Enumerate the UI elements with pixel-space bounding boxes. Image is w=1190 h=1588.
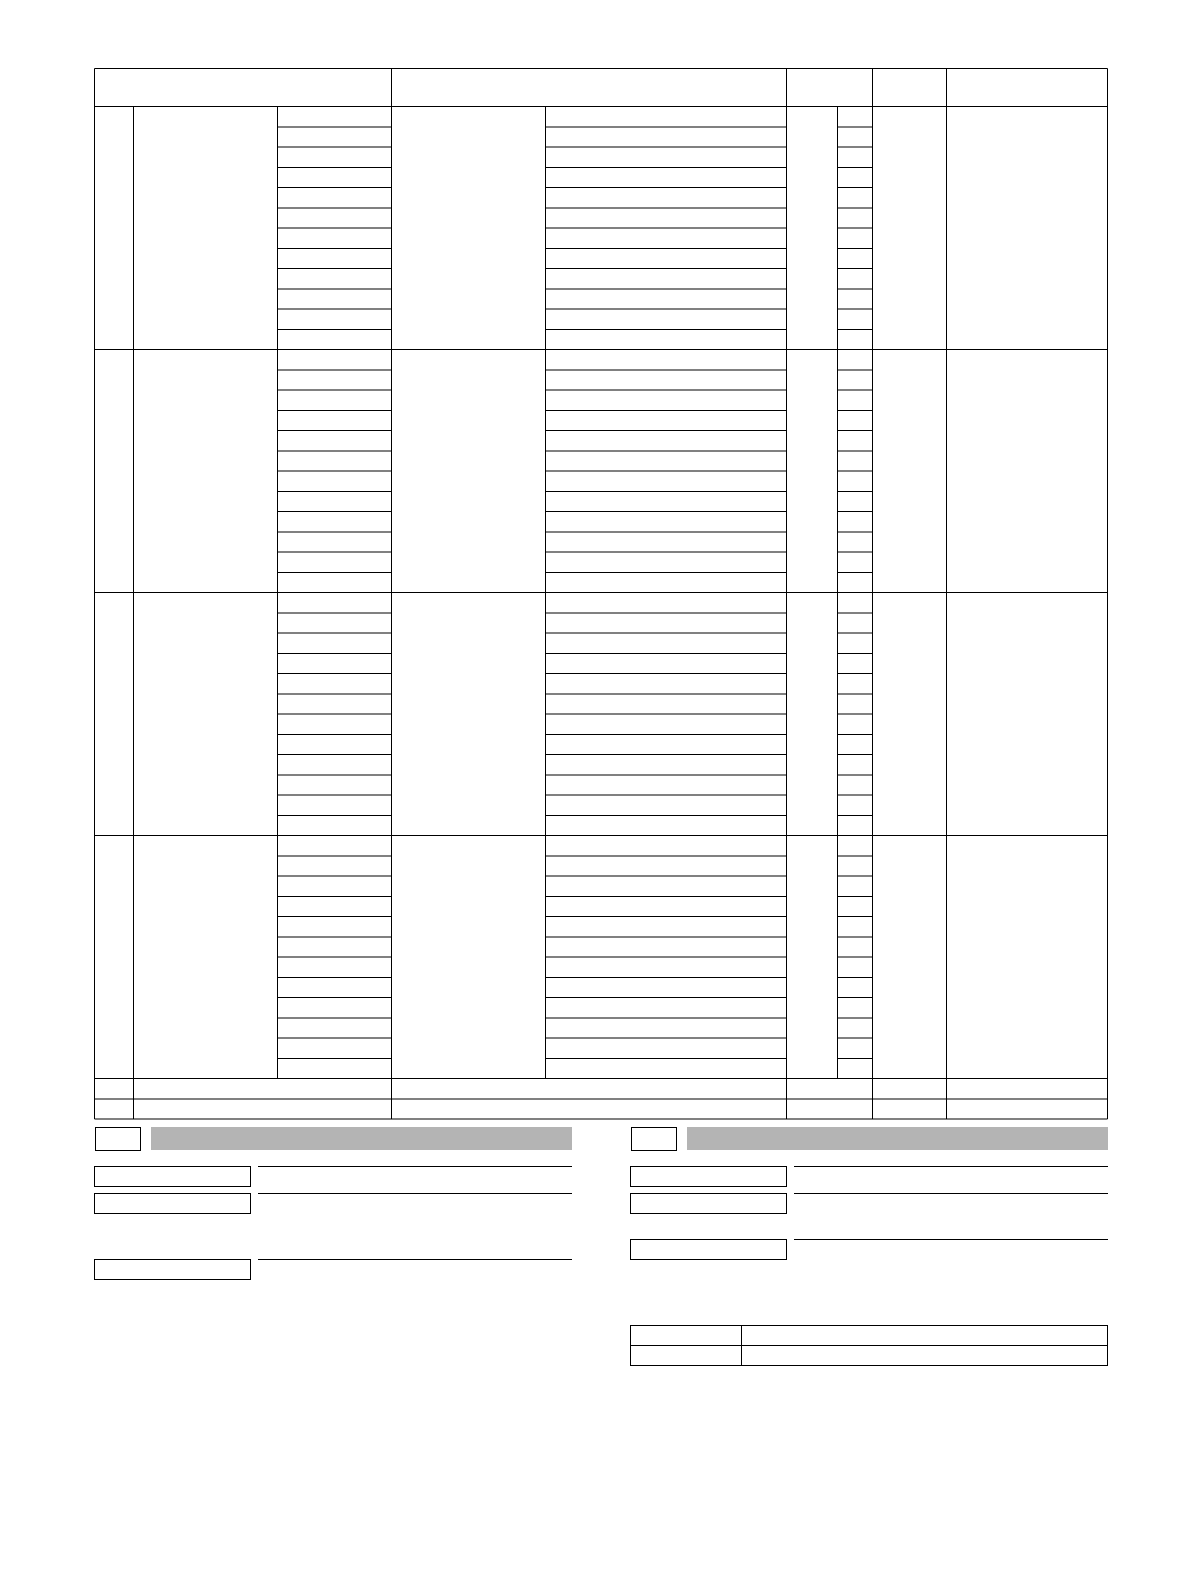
left-field-value-line-1 (258, 1166, 572, 1167)
right-field-label-2 (630, 1193, 787, 1214)
right-field-label-1 (630, 1166, 787, 1187)
right-field-value-line-3 (794, 1239, 1108, 1240)
left-section-title (151, 1131, 154, 1143)
right-field-value-line-1 (794, 1166, 1108, 1167)
right-field-value-line-2 (794, 1193, 1108, 1194)
right-field-label-3 (630, 1239, 787, 1260)
left-field-value-line-2 (258, 1193, 572, 1194)
left-field-value-line-3 (258, 1259, 572, 1260)
left-field-label-1 (94, 1166, 251, 1187)
left-section-title-bar (151, 1127, 572, 1150)
left-field-label-2 (94, 1193, 251, 1214)
left-section-code (96, 1132, 99, 1144)
right-section-code-box (631, 1127, 677, 1151)
left-field-label-3 (94, 1259, 251, 1280)
right-section-title (687, 1131, 690, 1143)
right-section-code (632, 1132, 635, 1144)
right-section-title-bar (687, 1127, 1108, 1150)
left-section-code-box (95, 1127, 141, 1151)
